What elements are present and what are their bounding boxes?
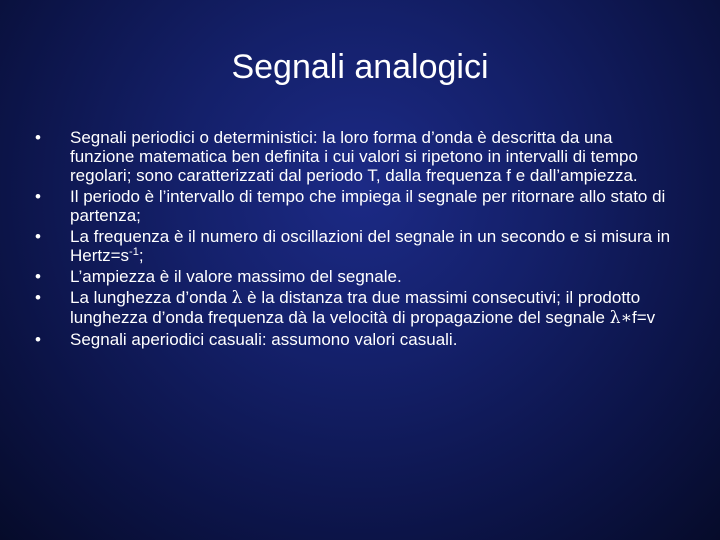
bullet-aperiodic-signals [28,330,678,349]
bullet-marker: • [35,330,41,349]
bullet-wavelength [28,288,678,328]
exponent: -1 [129,246,139,258]
wavelength-text-2: è la distanza tra due massimi consecutivi; il prodotto lunghezza d’onda frequenza dà la velocità di propagazione del segnale [70,288,641,327]
formula-text: f=v [632,308,656,327]
bullet-text: Segnali aperiodici casuali: assumono valori casuali. [70,330,458,349]
bullet-text: Segnali periodici o deterministici: la loro forma d’onda è descritta da una funzione matematica ben definita i cui valori si ripetono in intervalli di tempo regolari; sono caratterizzati dal periodo T, dalla frequenza f e dall’ampiezza. [70,128,638,185]
frequency-text-end: ; [138,246,144,265]
wavelength-text: La lunghezza d’onda [70,288,232,307]
lambda-product-symbol: λ∗ [609,308,633,328]
bullet-marker: • [35,267,41,286]
bullet-text: L’ampiezza è il valore massimo del segnale. [70,267,402,286]
slide-title: Segnali analogici [231,48,489,86]
bullet-text: Il periodo è l’intervallo di tempo che impiega il segnale per ritornare allo stato di partenza; [70,187,666,225]
lambda-symbol: λ [231,288,243,308]
bullet-marker: • [35,288,41,307]
bullet-marker: • [35,128,41,147]
bullet-amplitude [28,267,678,286]
bullet-marker: • [35,187,41,206]
bullet-text [70,227,670,265]
bullet-text [70,288,655,327]
bullet-periodic-signals [28,128,678,185]
bullet-frequency [28,227,678,265]
bullet-marker: • [35,227,41,246]
bullet-period [28,187,678,225]
frequency-text: La frequenza è il numero di oscillazioni del segnale in un secondo e si misura in Hertz=s [70,227,671,265]
bullet-list [28,128,678,351]
